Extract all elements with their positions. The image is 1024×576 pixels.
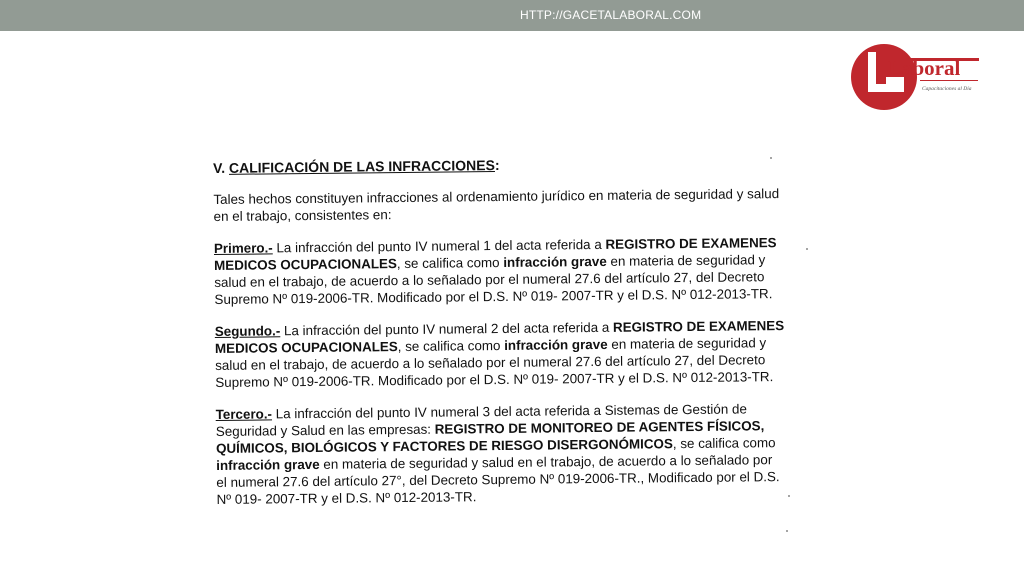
site-url[interactable]: HTTP://GACETALABORAL.COM xyxy=(520,8,702,22)
tercero-label: Tercero.- xyxy=(215,406,273,422)
intro-paragraph: Tales hechos constituyen infracciones al ordenamiento jurídico en materia de seguridad y salud en el trabajo, consistentes en: xyxy=(213,186,780,224)
paragraph-primero: Primero.- La infracción del punto IV numeral 1 del acta referida a REGISTRO DE EXAMENES MEDICOS OCUPACIONALES, se califica como infracción grave en materia de seguridad y salud en el trabajo, de acuerdo a lo señalado por el numeral 27.6 del artículo 27, del Decreto Supremo Nº 019-2006-TR. Modificado por el D.S. Nº 019- 2007-TR y el D.S. Nº 012-2013-TR. xyxy=(213,235,777,307)
header-bar xyxy=(0,0,1024,31)
primero-label: Primero.- xyxy=(213,240,273,256)
scan-speck xyxy=(786,530,788,532)
scan-speck xyxy=(788,495,790,497)
scan-speck xyxy=(806,248,808,250)
section-heading: V. CALIFICACIÓN DE LAS INFRACCIONES: xyxy=(213,156,500,176)
scan-speck xyxy=(770,157,772,159)
segundo-label: Segundo.- xyxy=(214,323,281,339)
logo-tagline: Capacitaciones al Día xyxy=(922,86,972,92)
paragraph-segundo: Segundo.- La infracción del punto IV numeral 2 del acta referida a REGISTRO DE EXAMENES MEDICOS OCUPACIONALES, se califica como infracción grave en materia de seguridad y salud en el trabajo, de acuerdo a lo señalado por el numeral 27.6 del artículo 27, del Decreto Supremo Nº 019-2006-TR. Modificado por el D.S. Nº 019- 2007-TR y el D.S. Nº 012-2013-TR. xyxy=(214,318,785,390)
paragraph-tercero: Tercero.- La infracción del punto IV numeral 3 del acta referida a Sistemas de Gestión de Seguridad y Salud en las empresas: REGISTRO DE MONITOREO DE AGENTES FÍSICOS, QUÍMICOS, BIOLÓGICOS Y FACTORES DE RIESGO DISERGONÓMICOS, se califica como infracción grave en materia de seguridad y salud en el trabajo, de acuerdo a lo señalado por el numeral 27.6 del artículo 27°, del Decreto Supremo Nº 019-2006-TR., Modificado por el D.S. Nº 019- 2007-TR y el D.S. Nº 012-2013-TR. xyxy=(215,401,780,507)
scanned-document xyxy=(213,154,787,523)
logo-brand: Laboral xyxy=(888,56,961,80)
laboral-logo xyxy=(848,40,988,115)
